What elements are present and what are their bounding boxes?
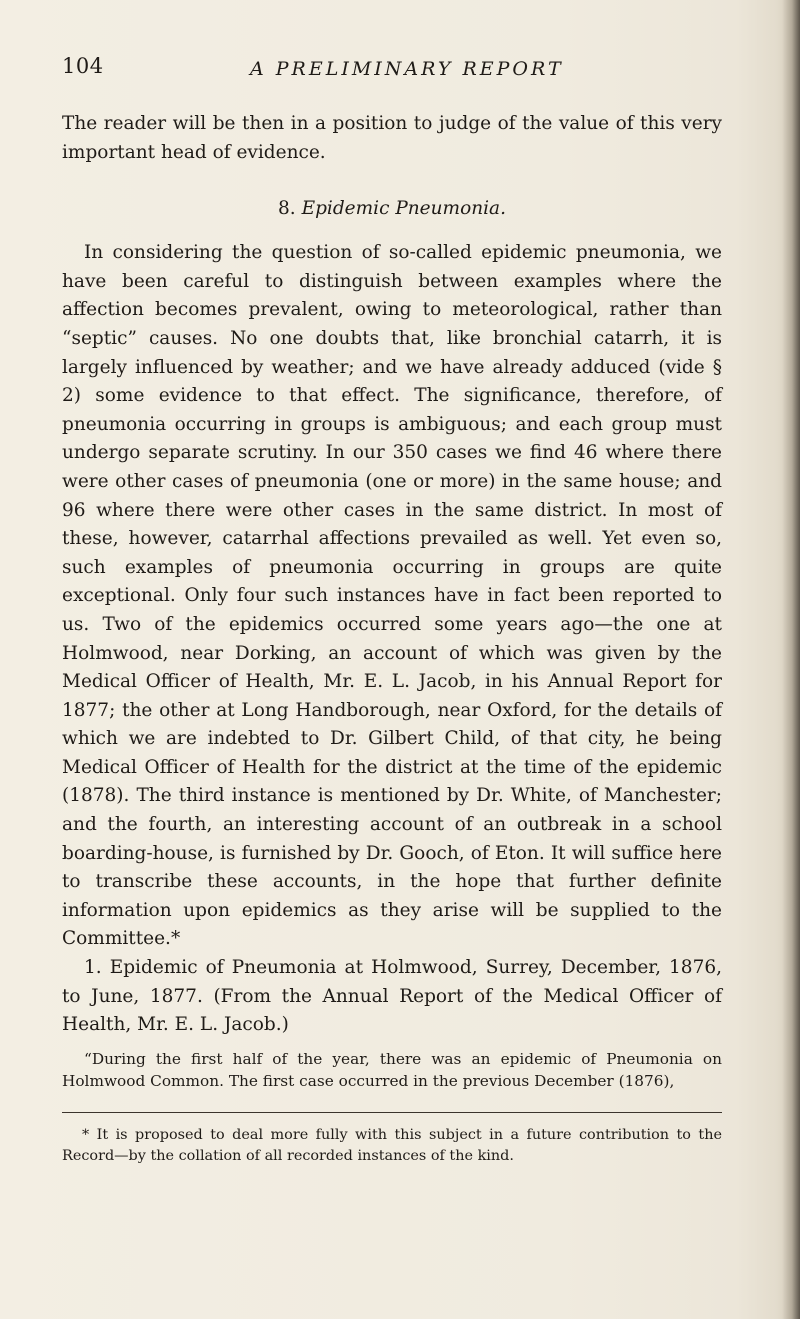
main-paragraph: In considering the question of so-called epidemic pneumonia, we have been careful to distinguish between examples where the affection becomes prevalent, owing to meteorological, rather than “septic” causes. No one doubts that, like bronchial catarrh, it is largely influenced by weather; and we have already adduced (vide § 2) some evidence to that effect. The significance, therefore, of pneumonia occurring in groups is ambiguous; and each group must undergo separate scrutiny. In our 350 cases we find 46 where there were other cases of pneumonia (one or more) in the same house; and 96 where there were other cases in the same district. In most of these, however, catarrhal affections prevailed as well. Yet even so, such examples of pneumonia occurring in groups are quite exceptional. Only four such instances have in fact been reported to us. Two of the epidemics occurred some years ago—the one at Holmwood, near Dorking, an account of which was given by the Medical Officer of Health, Mr. E. L. Jacob, in his Annual Report for 1877; the other at Long Handborough, near Oxford, for the details of which we are indebted to Dr. Gilbert Child, of that city, he being Medical Officer of Health for the district at the time of the epidemic (1878). The third instance is mentioned by Dr. White, of Manchester; and the fourth, an interesting account of an outbreak in a school boarding-house, is furnished by Dr. Gooch, of Eton. It will suffice here to transcribe these accounts, in the hope that further definite information upon epidemics as they arise will be supplied to the Committee.* bbox=[62, 242, 722, 950]
section-heading bbox=[62, 195, 722, 223]
numbered-paragraph: 1. Epidemic of Pneumonia at Holmwood, Surrey, December, 1876, to June, 1877. (From the Annual Report of the Medical Officer of Health, Mr. E. L. Jacob.) bbox=[62, 957, 722, 1036]
footnote-divider bbox=[62, 1112, 722, 1113]
page-edge-shadow bbox=[782, 0, 800, 1319]
page-number: 104 bbox=[62, 54, 104, 78]
quoted-paragraph: “During the first half of the year, there was an epidemic of Pneumonia on Holmwood Common. The first case occurred in the previous December (1876), bbox=[62, 1049, 722, 1090]
section-number: 8. bbox=[278, 198, 296, 220]
page-header bbox=[62, 54, 762, 90]
section-title: Epidemic Pneumonia. bbox=[301, 198, 506, 220]
running-head: A PRELIMINARY REPORT bbox=[250, 58, 564, 80]
footnote: * It is proposed to deal more fully with this subject in a future contribution to the Record—by the collation of all recorded instances of the kind. bbox=[62, 1126, 722, 1164]
opening-paragraph: The reader will be then in a position to judge of the value of this very important head of evidence. bbox=[62, 113, 722, 163]
page-body bbox=[62, 110, 722, 1167]
